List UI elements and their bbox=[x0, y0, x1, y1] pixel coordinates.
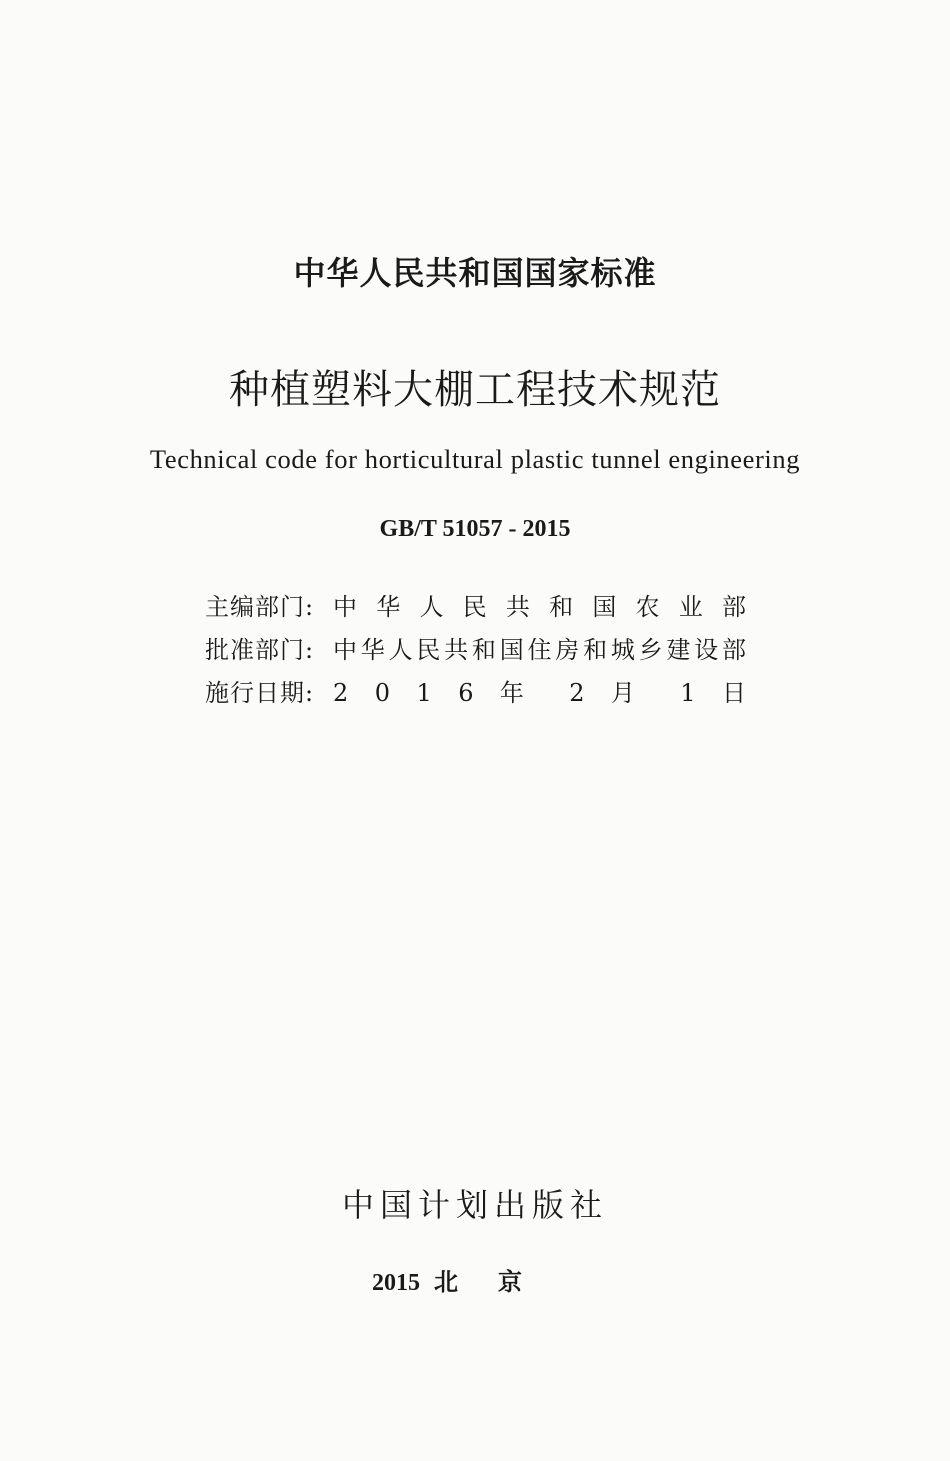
standard-code: GB/T 51057 - 2015 bbox=[379, 516, 571, 542]
publisher-name: 中国计划出版社 bbox=[341, 1186, 608, 1224]
editor-department-row bbox=[205, 587, 746, 622]
publication-place bbox=[372, 1262, 562, 1297]
national-standard-heading: 中华人民共和国国家标准 bbox=[293, 254, 657, 292]
date-value: 2 0 1 6 年 2 月 1 日 bbox=[333, 679, 746, 707]
approver-label: 批准部门: bbox=[205, 636, 315, 664]
effective-date-row bbox=[205, 673, 746, 708]
publication-city: 北京 bbox=[434, 1268, 562, 1296]
editor-label: 主编部门: bbox=[205, 593, 315, 621]
approver-value: 中华人民共和国住房和城乡建设部 bbox=[333, 636, 746, 664]
publication-year: 2015 bbox=[372, 1270, 420, 1296]
editor-value: 中 华 人 民 共 和 国 农 业 部 bbox=[333, 593, 746, 621]
standard-title-chinese: 种植塑料大棚工程技术规范 bbox=[229, 367, 721, 413]
approver-department-row bbox=[205, 630, 746, 665]
date-label: 施行日期: bbox=[205, 679, 315, 707]
standard-title-english: Technical code for horticultural plastic tunnel engineering bbox=[149, 444, 801, 474]
